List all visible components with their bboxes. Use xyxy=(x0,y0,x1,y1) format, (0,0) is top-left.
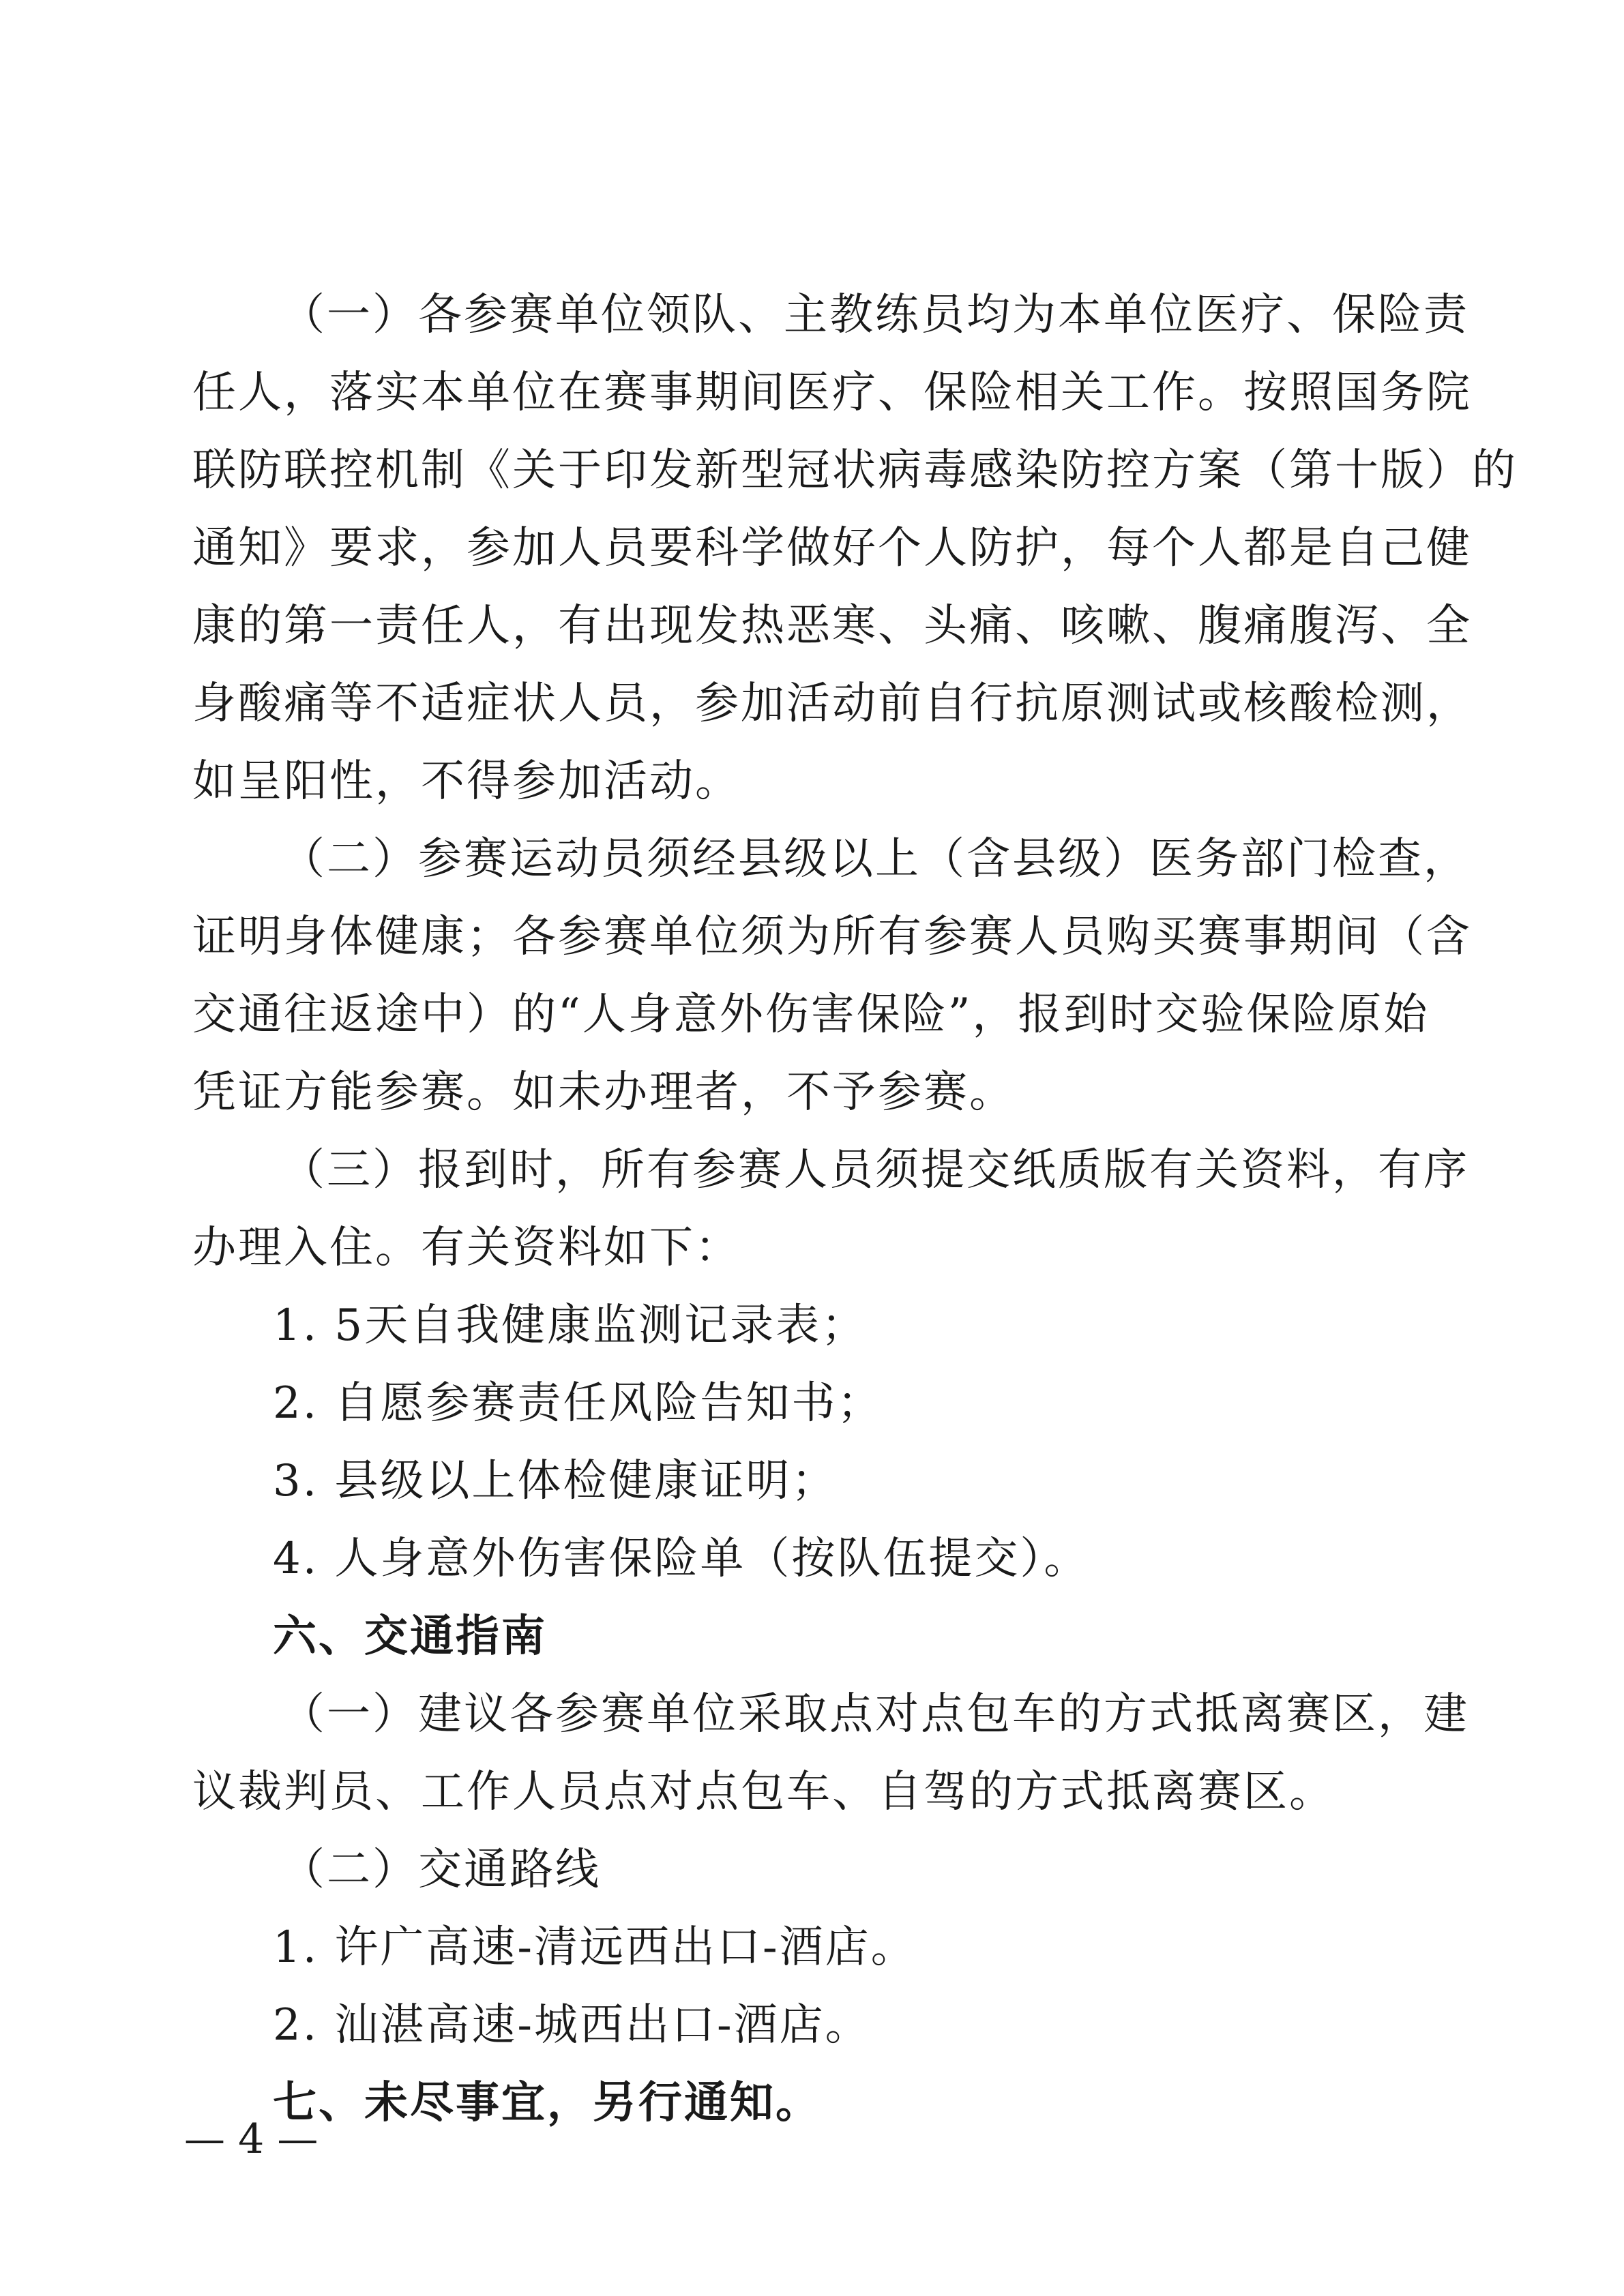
materials-list xyxy=(192,1287,1435,1598)
text-line: 议裁判员、工作人员点对点包车、自驾的方式抵离赛区。 xyxy=(192,1767,1335,1817)
paragraph-transport-advice xyxy=(192,1675,1469,1831)
list-item: 3. 县级以上体检健康证明； xyxy=(273,1456,838,1506)
text-line: 凭证方能参赛。如未办理者，不予参赛。 xyxy=(192,1067,1015,1118)
document-body xyxy=(192,276,1518,2142)
text-line: 身酸痛等不适症状人员，参加活动前自行抗原测试或核酸检测， xyxy=(192,679,1472,729)
list-item: 2. 自愿参赛责任风险告知书； xyxy=(273,1378,883,1429)
text-line: 通知》要求，参加人员要科学做好个人防护，每个人都是自己健 xyxy=(192,523,1472,573)
paragraph-registration xyxy=(192,1131,1469,1287)
text-line: （二）参赛运动员须经县级以上（含县级）医务部门检查， xyxy=(281,834,1469,884)
text-line: 交通往返途中）的“人身意外伤害保险”，报到时交验保险原始 xyxy=(192,989,1430,1040)
text-line: 证明身体健康；各参赛单位须为所有参赛人员购买赛事期间（含 xyxy=(192,912,1472,962)
text-line: 如呈阳性，不得参加活动。 xyxy=(192,756,741,807)
paragraph-medical-insurance xyxy=(192,276,1518,820)
section-heading-other-matters: 七、未尽事宜，另行通知。 xyxy=(273,2078,821,2128)
page-number: — 4 — xyxy=(184,2115,319,2163)
subheading-routes: （二）交通路线 xyxy=(281,1845,601,1895)
text-line: （三）报到时，所有参赛人员须提交纸质版有关资料，有序 xyxy=(281,1145,1469,1195)
text-line: 康的第一责任人，有出现发热恶寒、头痛、咳嗽、腹痛腹泻、全 xyxy=(192,601,1472,651)
list-item: 4. 人身意外伤害保险单（按队伍提交）。 xyxy=(273,1534,1090,1584)
list-item: 1. 5天自我健康监测记录表； xyxy=(273,1300,868,1351)
list-item: 2. 汕湛高速-城西出口-酒店。 xyxy=(273,2000,871,2051)
paragraph-health-check xyxy=(192,820,1472,1131)
routes-list xyxy=(192,1909,1435,2064)
text-line: （一）各参赛单位领队、主教练员均为本单位医疗、保险责 xyxy=(281,290,1469,340)
text-line: （一）建议各参赛单位采取点对点包车的方式抵离赛区，建 xyxy=(281,1689,1469,1740)
text-line: 任人，落实本单位在赛事期间医疗、保险相关工作。按照国务院 xyxy=(192,368,1472,418)
text-line: 办理入住。有关资料如下： xyxy=(192,1223,741,1273)
list-item: 1. 许广高速-清远西出口-酒店。 xyxy=(273,1922,917,1973)
text-line: 联防联控机制《关于印发新型冠状病毒感染防控方案（第十版）的 xyxy=(192,445,1518,496)
section-heading-transport: 六、交通指南 xyxy=(273,1611,547,1662)
